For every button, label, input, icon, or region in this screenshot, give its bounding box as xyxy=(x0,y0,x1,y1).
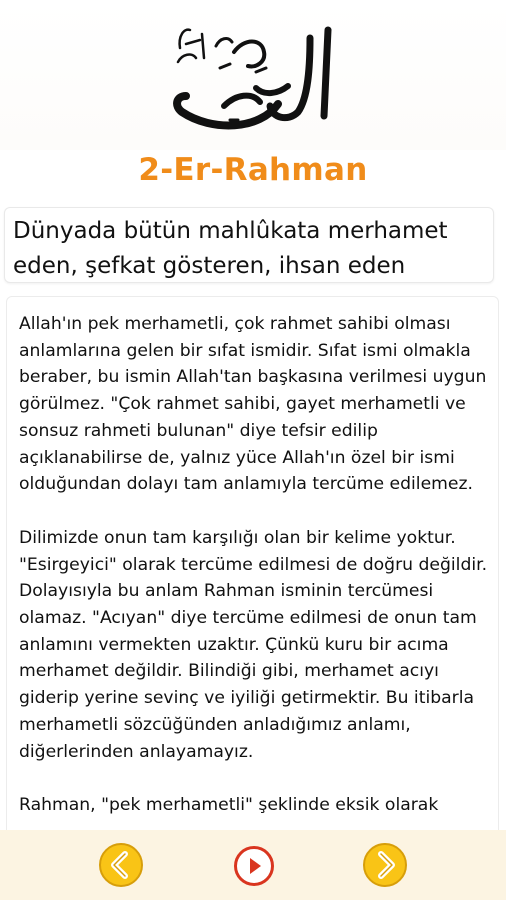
meaning-card xyxy=(4,207,494,283)
bottom-nav-bar xyxy=(0,830,506,900)
ar-rahman-calligraphy xyxy=(160,8,350,138)
play-icon xyxy=(237,849,271,883)
chevron-right-icon xyxy=(365,845,405,885)
play-button[interactable] xyxy=(234,846,274,886)
description-paragraph: Dilimizde onun tam karşılığı olan bir kelime yoktur. "Esirgeyici" olarak tercüme edilmesi de doğru değildir. Dolayısıyla bu anlam Rahman isminin tercümesi olamaz. "Acıyan" diye tercüme edilmesi de onun tam anlamını vermekten uzaktır. Çünkü kuru bir acıma merhamet değildir. Bilindiği gibi, merhamet acıyı giderip yerine sevinç ve iyiliği getirmektir. Bu itibarla merhametli sözcüğünden anladığımız anlamı, diğerlerinden anlayamayız. xyxy=(19,527,488,762)
next-button[interactable] xyxy=(363,843,407,887)
description-paragraph: Rahman, "pek merhametli" şeklinde eksik olarak xyxy=(19,795,439,816)
description-paragraph: Allah'ın pek merhametli, çok rahmet sahibi olması anlamlarına gelen bir sıfat ismidir. Sıfat ismi olmakla beraber, bu ismin Allah'tan başkasına verilmesi uygun görülmez. "Çok rahmet sahibi, gayet merhametli ve sonsuz rahmeti bulunan" diye tefsir edilip açıklanabilirse de, yalnız yüce Allah'ın özel bir ismi olduğundan dolayı tam anlamıyla tercüme edilemez. xyxy=(19,314,487,495)
previous-button[interactable] xyxy=(99,843,143,887)
meaning-text: Dünyada bütün mahlûkata merhamet eden, şefkat gösteren, ihsan eden xyxy=(13,218,448,279)
calligraphy-banner xyxy=(0,0,506,150)
chevron-left-icon xyxy=(101,845,141,885)
description-card[interactable] xyxy=(6,296,499,856)
name-title: 2-Er-Rahman xyxy=(138,152,368,188)
